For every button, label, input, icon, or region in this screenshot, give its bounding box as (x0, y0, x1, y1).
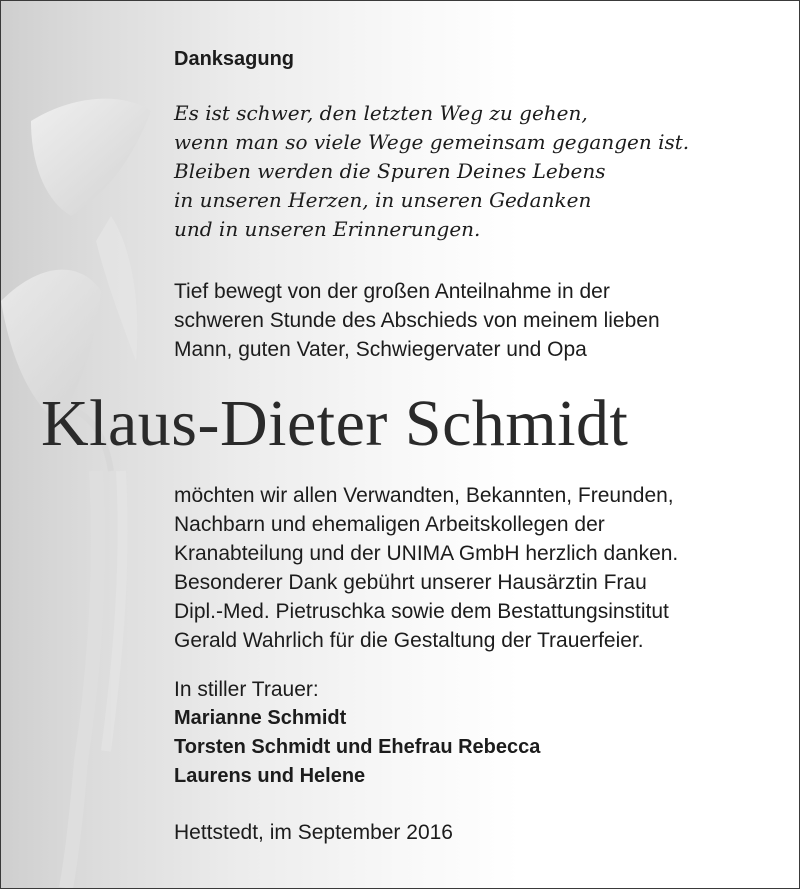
thanks-line: Gerald Wahrlich für die Gestaltung der Trauerfeier. (174, 629, 644, 652)
intro-line: Mann, guten Vater, Schwiegervater und Opa (174, 338, 587, 361)
poem-line: Es ist schwer, den letzten Weg zu gehen, (174, 101, 588, 125)
mourner-name: Marianne Schmidt (174, 707, 347, 729)
thanks-line: möchten wir allen Verwandten, Bekannten, Freunden, (174, 484, 674, 507)
thanks-line: Dipl.-Med. Pietruschka sowie dem Bestattungsinstitut (174, 600, 669, 623)
mourners-block (174, 675, 540, 791)
thanks-line: Kranabteilung und der UNIMA GmbH herzlich danken. (174, 542, 679, 565)
thanks-line: Nachbarn und ehemaligen Arbeitskollegen der (174, 513, 605, 536)
thanks-paragraph (174, 481, 678, 655)
poem-line: Bleiben werden die Spuren Deines Lebens (174, 159, 606, 183)
deceased-name: Klaus-Dieter Schmidt (41, 387, 629, 460)
mourning-label: In stiller Trauer: (174, 678, 319, 701)
thanks-line: Besonderer Dank gebührt unserer Hausärztin Frau (174, 571, 647, 594)
poem-line: wenn man so viele Wege gemeinsam gegangen ist. (174, 130, 690, 154)
poem-block (174, 99, 689, 244)
intro-paragraph (174, 277, 660, 364)
intro-line: schweren Stunde des Abschieds von meinem lieben (174, 309, 660, 332)
mourner-name: Laurens und Helene (174, 765, 366, 787)
mourner-name: Torsten Schmidt und Ehefrau Rebecca (174, 736, 541, 758)
intro-line: Tief bewegt von der großen Anteilnahme in der (174, 280, 610, 303)
poem-line: und in unseren Erinnerungen. (174, 217, 481, 241)
poem-line: in unseren Herzen, in unseren Gedanken (174, 188, 592, 212)
place-date: Hettstedt, im September 2016 (174, 821, 453, 844)
notice-heading: Danksagung (174, 48, 295, 70)
